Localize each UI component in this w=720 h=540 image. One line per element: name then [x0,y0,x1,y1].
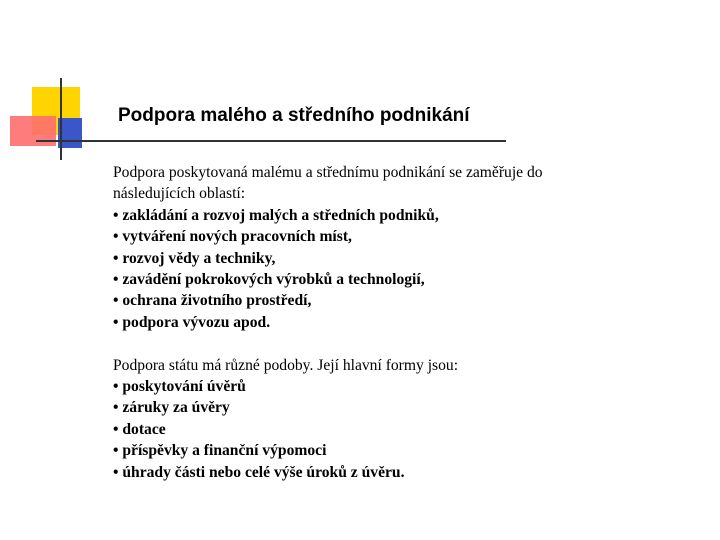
section2-bullet: • úhrady části nebo celé výše úroků z úvěru. [113,463,405,481]
section2-bullet: • dotace [113,420,166,438]
section1-bullet: • podpora vývozu apod. [113,313,271,331]
paragraph-gap [113,333,693,354]
section1-intro-line1: Podpora poskytovaná malému a střednímu podnikání se zaměřuje do [113,164,543,181]
section2-bullet: • příspěvky a finanční výpomoci [113,442,327,460]
slide-title: Podpora malého a středního podnikání [118,105,470,126]
section1-bullet: • vytváření nových pracovních míst, [113,228,352,246]
section2-bullet: • poskytování úvěrů [113,378,246,396]
title-underline [36,140,506,142]
section1-bullet: • zavádění pokrokových výrobků a technologií, [113,271,425,289]
decor-vertical-line [60,78,62,160]
section1-bullet: • ochrana životního prostředí, [113,292,312,310]
section2-intro: Podpora státu má různé podoby. Její hlavní formy jsou: [113,356,459,374]
section1-bullet: • rozvoj vědy a techniky, [113,249,276,267]
section1-bullet: • zakládání a rozvoj malých a středních podniků, [113,206,439,224]
section2-bullet: • záruky za úvěry [113,399,230,417]
slide-body [113,162,693,483]
section1-intro-line2: následujících oblastí: [113,185,246,203]
